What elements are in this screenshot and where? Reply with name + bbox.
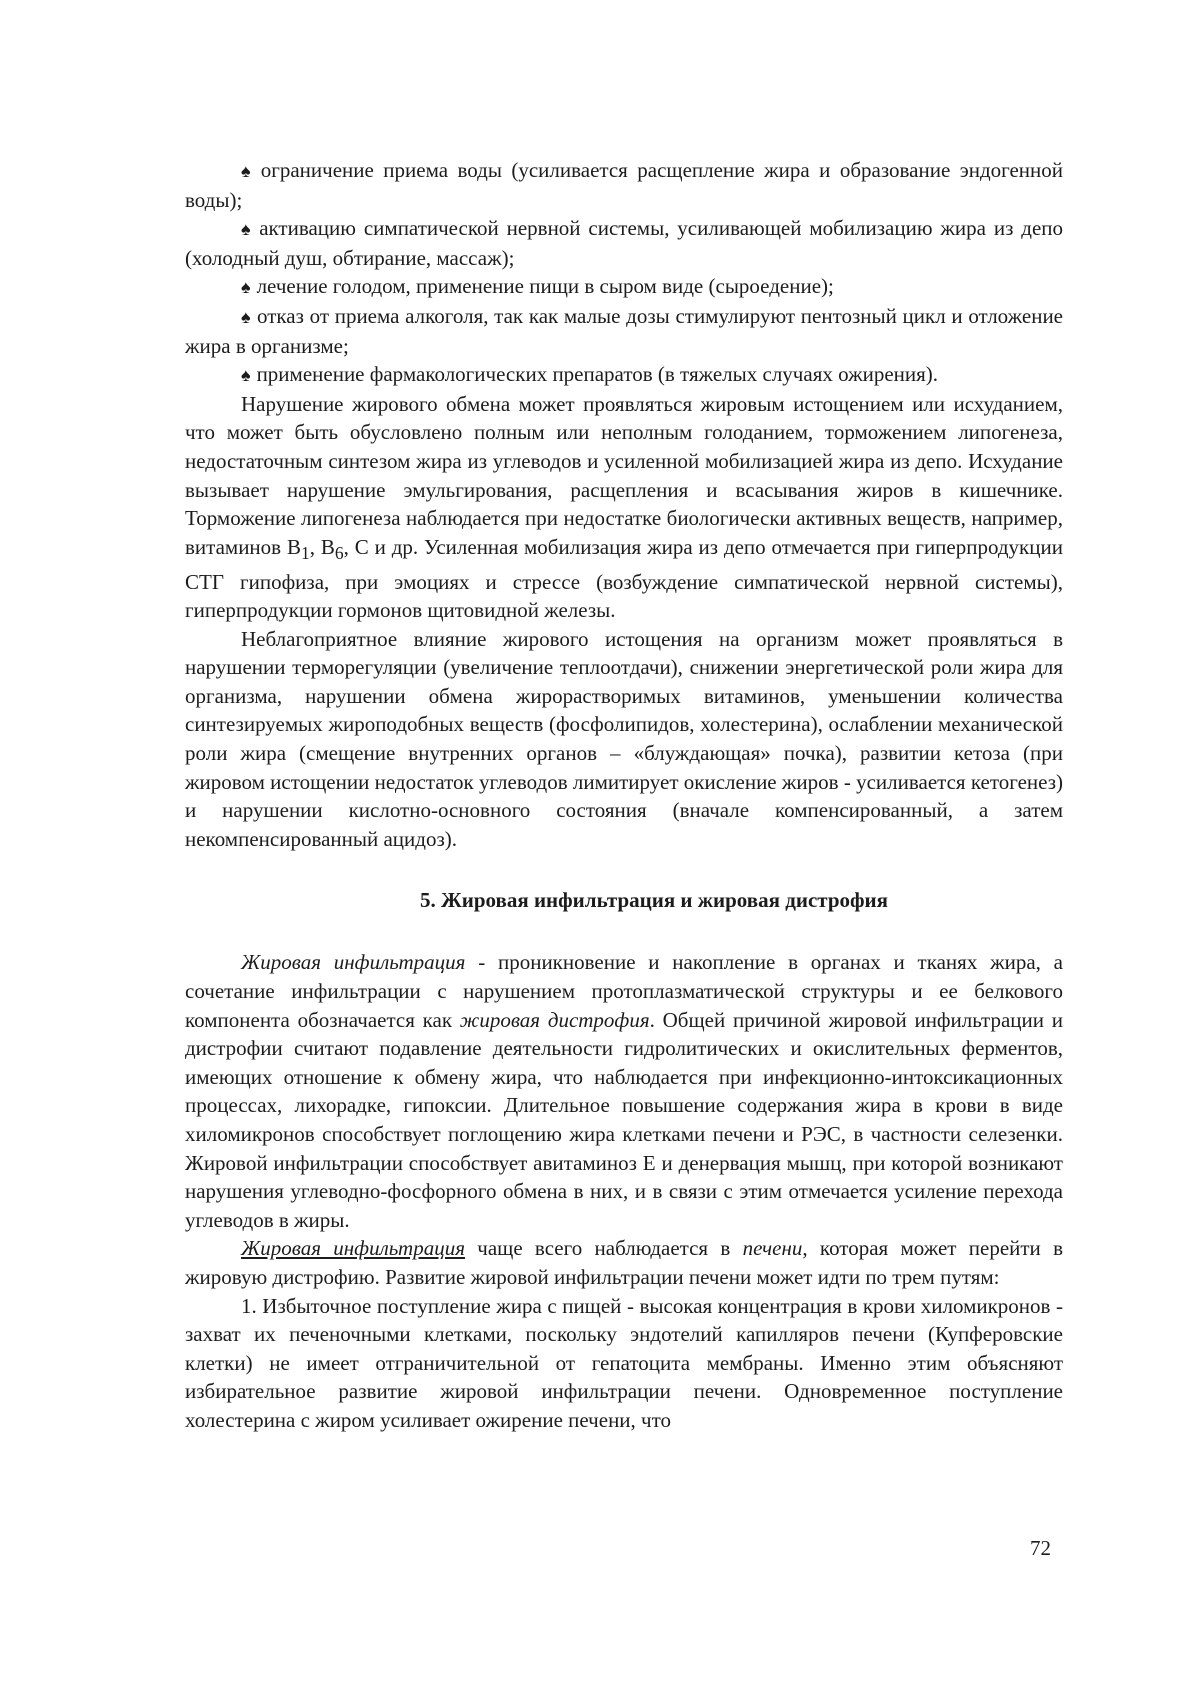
text-run: Нарушение жирового обмена может проявляться жировым истощением или исхуданием, что может быть обусловлено полным или неполным голоданием, торможением липогенеза, недостаточным синтезом жира из углеводов и усиленной мобилизацией жира из депо. Исхудание вызывает нарушение эмульгирования, расщепления и всасывания жиров в кишечнике. Торможение липогенеза наблюдается при недостатке биологически активных веществ, например, витаминов В [185, 391, 1063, 559]
bullet-item [185, 272, 1063, 302]
page-body [185, 156, 1063, 1435]
bullet-item [185, 156, 1063, 214]
spade-bullet-icon: ♠ [241, 306, 252, 327]
spade-bullet-icon: ♠ [241, 161, 255, 181]
bullet-item [185, 214, 1063, 272]
paragraph-path-1: 1. Избыточное поступление жира с пищей - высокая концентрация в крови хиломикронов - захват их печеночными клетками, поскольку эндотелий капилляров печени (Купферовские клетки) не имеет отграничительной от гепатоцита мембраны. Именно этим объясняют избирательное развитие жировой инфильтрации печени. Одновременное поступление холестерина с жиром усиливает ожирение печени, что [185, 1293, 1063, 1432]
term-underlined: Жировая инфильтрация [241, 1236, 465, 1261]
page-number: 72 [1030, 1536, 1051, 1560]
bullet-text: активацию симпатической нервной системы, усиливающей мобилизацию жира из депо (холодный душ, обтирание, массаж); [185, 216, 1064, 270]
text-run: , С и др. Усиленная мобилизация жира из депо отмечается при гиперпродукции СТГ гипофиза, при эмоциях и стрессе (возбуждение симпатической нервной системы), гиперпродукции гормонов щитовидной железы. [185, 534, 1063, 623]
section-heading: 5. Жировая инфильтрация и жировая дистрофия [419, 888, 889, 913]
paragraph-effects: Неблагоприятное влияние жирового истощения на организм может проявляться в нарушении терморегуляции (увеличение теплоотдачи), снижении энергетической роли жира для организма, нарушении обмена жирорастворимых витаминов, уменьшении количества синтезируемых жироподобных веществ (фосфолипидов, холестерина), ослаблении механической роли жира (смещение внутренних органов – «блуждающая» почка), развитии кетоза (при жировом истощении недостаток углеводов лимитирует окисление жиров - усиливается кетогенез) и нарушении кислотно-основного состояния (вначале компенсированный, а затем некомпенсированный ацидоз). [185, 626, 1063, 851]
text-run: . Общей причиной жировой инфильтрации и дистрофии считают подавление деятельности гидролитических и окислительных ферментов, имеющих отношение к обмену жира, что наблюдается при инфекционно-интоксикационных процессах, лихорадке, гипоксии. Длительное повышение содержания жира в крови в виде хиломикронов способствует поглощению жира клетками печени и РЭС, в частности селезенки. Жировой инфильтрации способствует авитаминоз Е и денервация мышц, при которой возникают нарушения углеводно-фосфорного обмена в них, и в связи с этим отмечается усиление перехода углеводов в жиры. [185, 1007, 1063, 1232]
bullet-text: лечение голодом, применение пищи в сыром виде (сыроедение); [256, 274, 834, 299]
text-run: чаще всего наблюдается в [464, 1236, 743, 1261]
text-run: , которая может перейти в жировую дистрофию. Развитие жировой инфильтрации печени может идти по трем путям: [185, 1236, 1064, 1289]
subscript: 6 [334, 542, 344, 563]
text-run: - проникновение и накопление в органах и тканях жира, а сочетание инфильтрации с нарушением протоплазматической структуры и ее белкового компонента обозначается как [185, 950, 1063, 1032]
bullet-text: применение фармакологических препаратов (в тяжелых случаях ожирения). [256, 362, 939, 387]
text-run: , В [309, 534, 335, 559]
bullet-text: отказ от приема алкоголя, так как малые дозы стимулируют пентозный цикл и отложение жира в организме; [185, 303, 1064, 358]
subscript: 1 [300, 542, 310, 563]
paragraph-infiltration-definition [185, 948, 1063, 1234]
bullet-text: ограничение приема воды (усиливается расщепление жира и образование эндогенной воды); [185, 158, 1064, 212]
bullet-item [185, 360, 1063, 390]
term-italic: Жировая инфильтрация [241, 950, 466, 975]
term-italic: жировая дистрофия [459, 1007, 650, 1032]
spade-bullet-icon: ♠ [241, 277, 251, 298]
paragraph-liver [185, 1234, 1063, 1291]
spade-bullet-icon: ♠ [241, 219, 254, 240]
paragraph-exhaustion [185, 390, 1063, 625]
spade-bullet-icon: ♠ [241, 365, 251, 386]
term-italic: печени [742, 1236, 803, 1261]
bullet-item [185, 302, 1063, 360]
